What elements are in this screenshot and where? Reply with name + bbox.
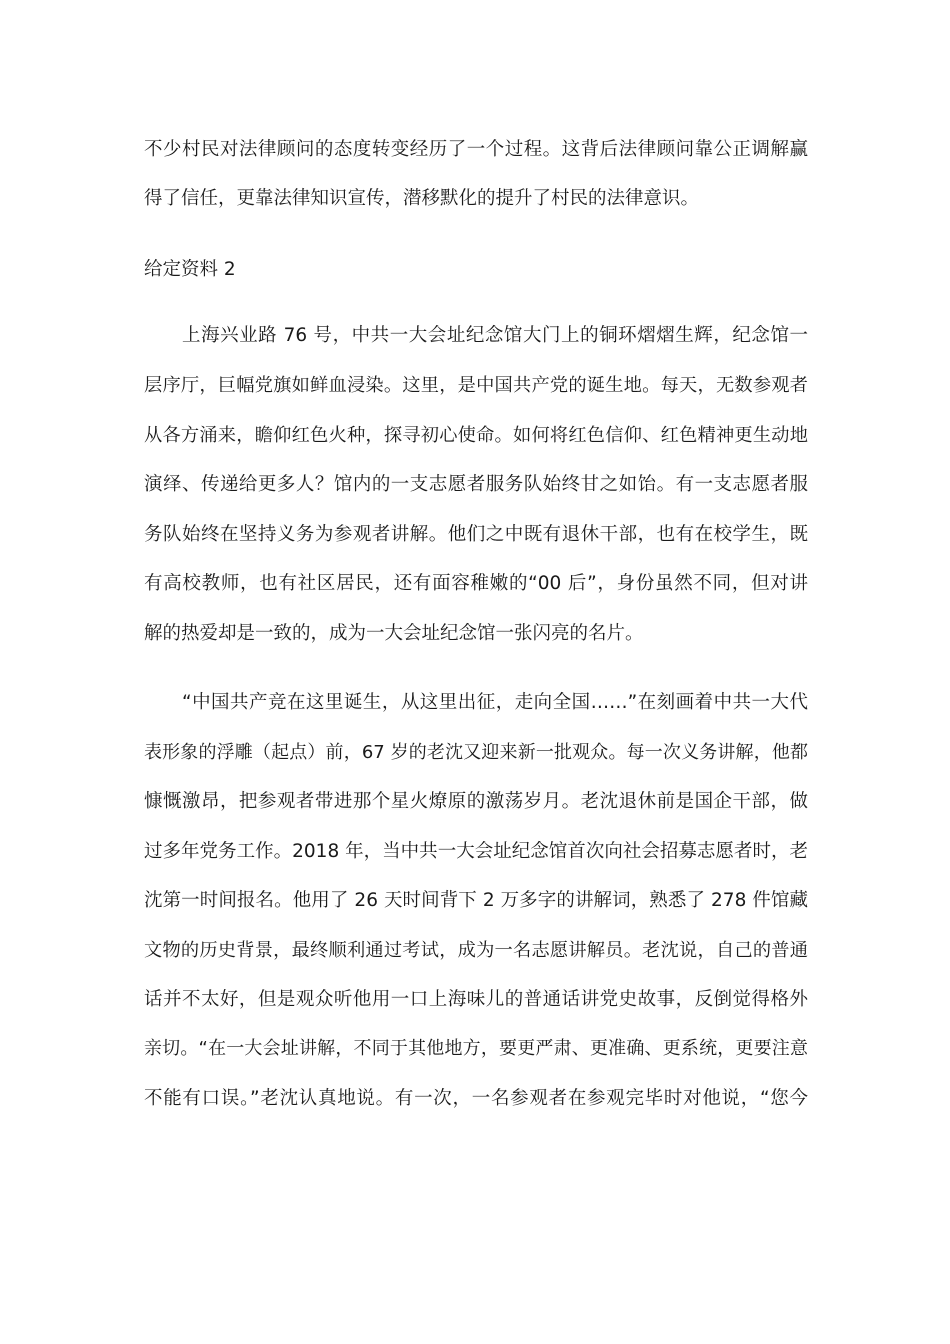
text-line: 过多年党务工作。2018 年，当中共一大会址纪念馆首次向社会招募志愿者时，老 xyxy=(144,841,808,862)
text-line: 不少村民对法律顾问的态度转变经历了一个过程。这背后法律顾问靠公正调解赢 xyxy=(144,139,808,160)
section-heading: 给定资料 2 xyxy=(144,259,236,280)
text-line: 沈第一时间报名。他用了 26 天时间背下 2 万多字的讲解词，熟悉了 278 件馆藏 xyxy=(144,890,808,911)
text-line: 上海兴业路 76 号，中共一大会址纪念馆大门上的铜环熠熠生辉，纪念馆一 xyxy=(182,325,808,346)
text-line: 话并不太好，但是观众听他用一口上海味儿的普通话讲党史故事，反倒觉得格外 xyxy=(144,989,808,1010)
text-line: 解的热爱却是一致的，成为一大会址纪念馆一张闪亮的名片。 xyxy=(144,623,644,644)
text-line: 从各方涌来，瞻仰红色火种，探寻初心使命。如何将红色信仰、红色精神更生动地 xyxy=(144,425,808,446)
text-line: 有高校教师，也有社区居民，还有面容稚嫩的“00 后”，身份虽然不同，但对讲 xyxy=(144,573,808,594)
text-line: 务队始终在坚持义务为参观者讲解。他们之中既有退休干部，也有在校学生，既 xyxy=(144,524,808,545)
text-line: 演绎、传递给更多人？馆内的一支志愿者服务队始终甘之如饴。有一支志愿者服 xyxy=(144,474,808,495)
text-line: “中国共产竞在这里诞生，从这里出征，走向全国……”在刻画着中共一大代 xyxy=(182,692,808,713)
text-line: 文物的历史背景，最终顺利通过考试，成为一名志愿讲解员。老沈说，自己的普通 xyxy=(144,940,808,961)
text-line: 慷慨激昂，把参观者带进那个星火燎原的激荡岁月。老沈退休前是国企干部，做 xyxy=(144,791,808,812)
text-line: 亲切。“在一大会址讲解，不同于其他地方，要更严肃、更准确、更系统，更要注意 xyxy=(144,1038,808,1059)
text-line: 不能有口误。”老沈认真地说。有一次，一名参观者在参观完毕时对他说，“您今 xyxy=(144,1088,808,1109)
text-line: 表形象的浮雕（起点）前，67 岁的老沈又迎来新一批观众。每一次义务讲解，他都 xyxy=(144,742,808,763)
text-line: 得了信任，更靠法律知识宣传，潜移默化的提升了村民的法律意识。 xyxy=(144,188,700,209)
text-line: 层序厅，巨幅党旗如鲜血浸染。这里，是中国共产党的诞生地。每天，无数参观者 xyxy=(144,375,808,396)
